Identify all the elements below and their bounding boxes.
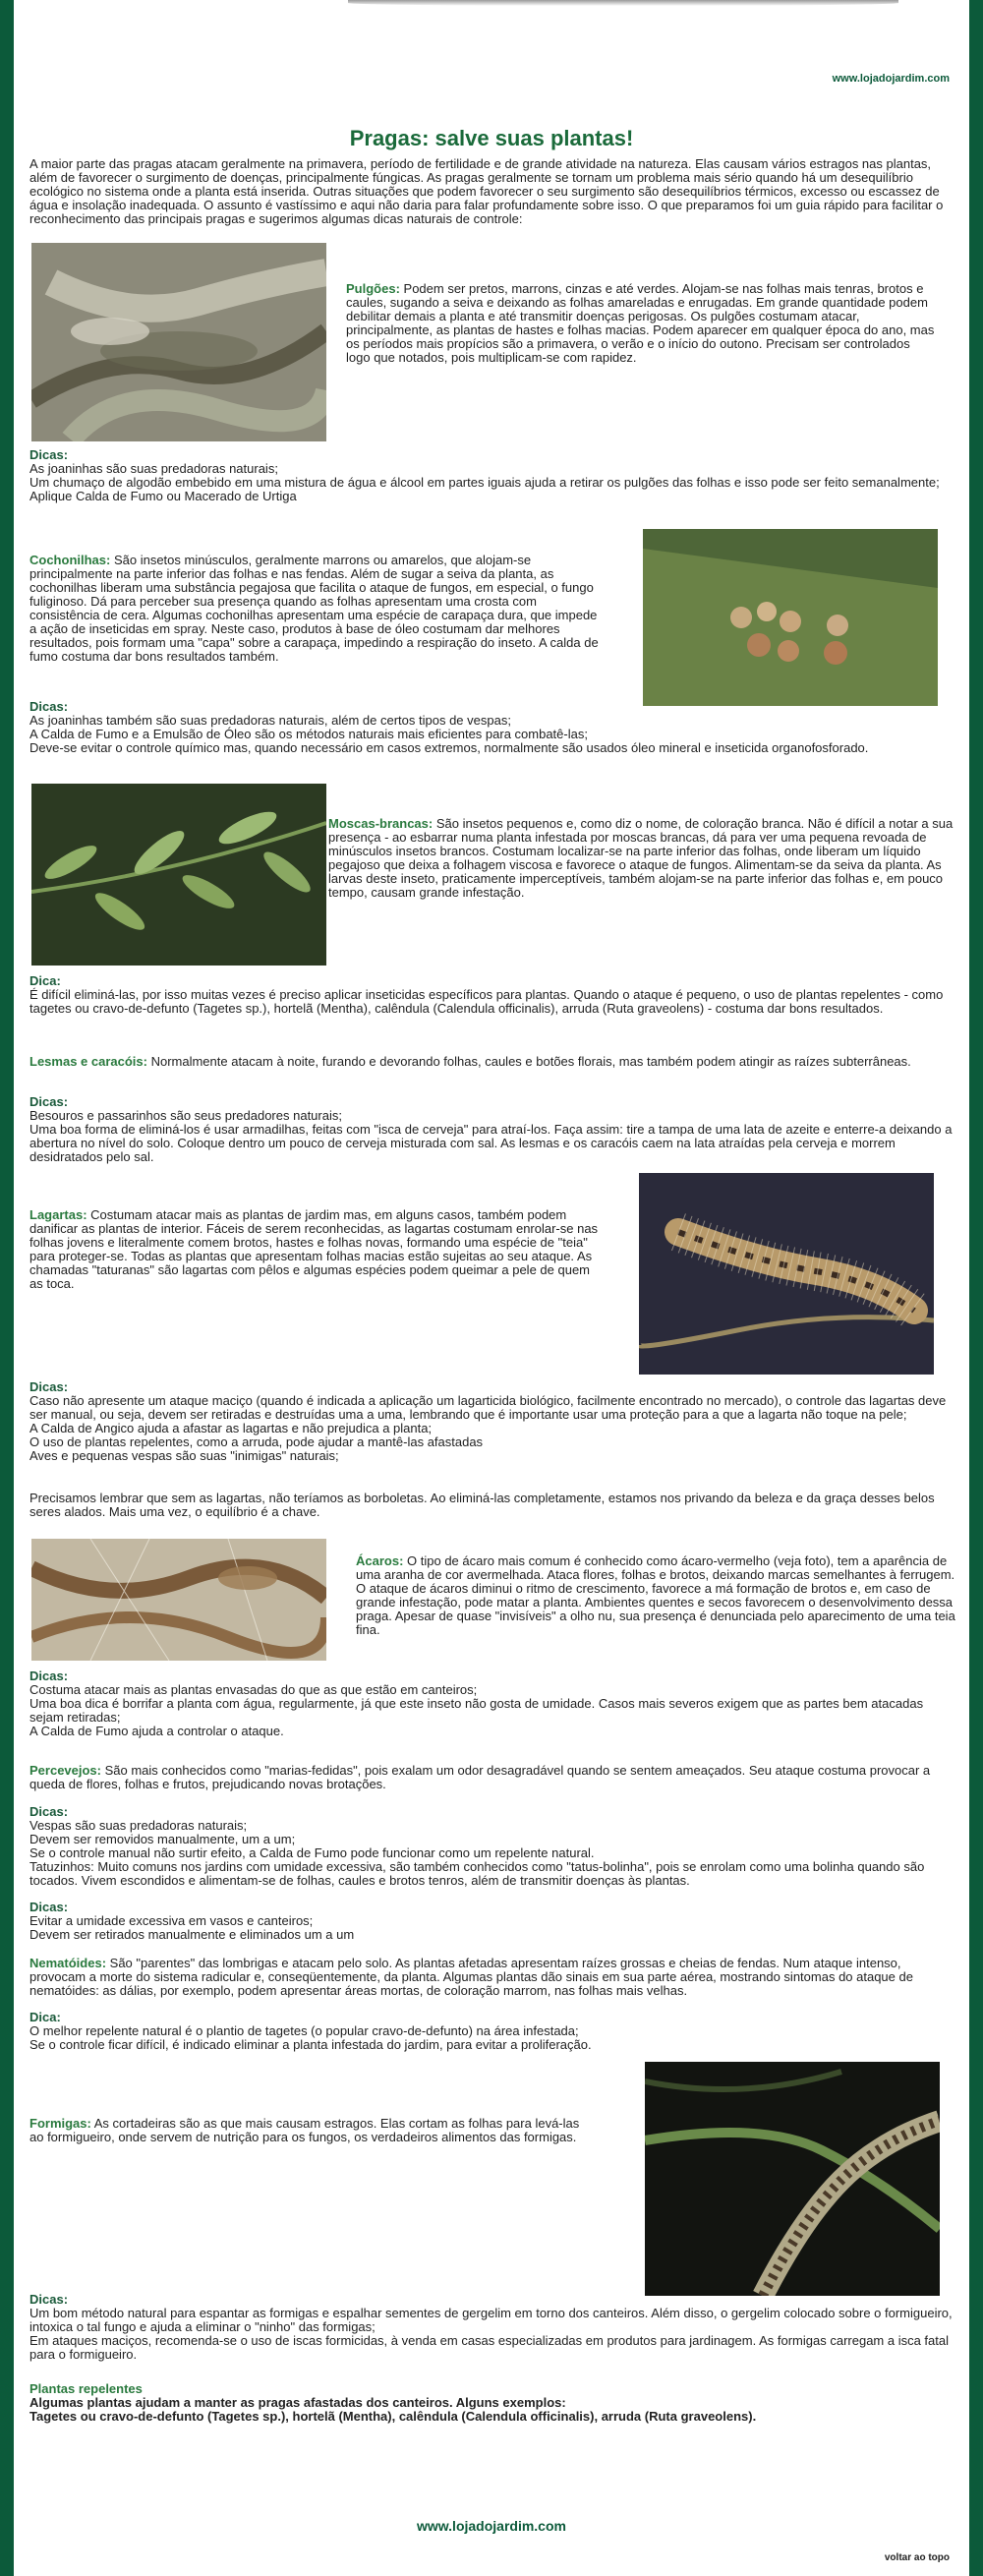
cochonilhas-tips — [29, 700, 957, 755]
pulgoes-tips-title: Dicas: — [29, 447, 69, 462]
acaros-desc — [356, 1554, 957, 1637]
lesmas-tips-title: Dicas: — [29, 1094, 69, 1109]
acaros-tips — [29, 1669, 957, 1738]
formigas-text: As cortadeiras são as que mais causam estragos. Elas cortam as folhas para levá-las ao formigueiro, onde servem de nutrição para os fungos, os verdadeiros alimentos das formigas. — [29, 2116, 580, 2144]
lesmas-tips — [29, 1095, 957, 1164]
acaros-tip: A Calda de Fumo ajuda a controlar o ataque. — [29, 1724, 284, 1738]
pulgoes-text: Podem ser pretos, marrons, cinzas e até verdes. Alojam-se nas folhas mais tenras, brotos e caules, sugando a seiva e deixando as folhas amareladas e enrugadas. Em grande quantidade podem debilitar demais a planta e até transmitir doenças perigosas. Os pulgões costumam atacar, principalmente, as plantas de hastes e folhas macias. Podem aparecer em qualquer época do ano, mas os períodos mais propícios são a primavera, o verão e o início do outono. Precisam ser controlados logo que notados, pois multiplicam-se com rapidez. — [346, 281, 935, 365]
mites-photo — [31, 1539, 326, 1661]
lagartas-tip: Aves e pequenas vespas são suas "inimigas" naturais; — [29, 1448, 339, 1463]
lagartas-tip: A Calda de Angico ajuda a afastar as lagartas e não prejudica a planta; — [29, 1421, 433, 1435]
acaros-tip: Costuma atacar mais as plantas envasadas do que as que estão em canteiros; — [29, 1682, 478, 1697]
lagartas-tip: Caso não apresente um ataque maciço (quando é indicada a aplicação um lagarticida biológico, facilmente encontrado no mercado), o controle das lagartas deve ser manual, ou seja, devem ser retiradas e destruídas uma a uma, lembrando que é importante usar uma proteção para a que a lagarta não toque na pele; — [29, 1393, 947, 1422]
formigas-tips — [29, 2293, 957, 2362]
nematoides-text: São "parentes" das lombrigas e atacam pelo solo. As plantas afetadas apresentam raízes grossas e cheias de fendas. Num ataque intenso, provocam a morte do sistema radicular e, conseqüentemente, da planta. Algumas plantas dão sinais em sua parte aérea, mostrando sintomas do ataque de nematóides: as dálias, por exemplo, podem apresentar áreas mortas, de coloração marrom, nas folhas mais velhas. — [29, 1956, 913, 1998]
lagartas-tips-title: Dicas: — [29, 1379, 69, 1394]
formigas-tip: Um bom método natural para espantar as formigas e espalhar sementes de gergelim em torno dos canteiros. Além disso, o gergelim colocado sobre o formigueiro, intoxica o tal fungo e ajuda a eliminar o "ninho" das formigas; — [29, 2306, 953, 2334]
lesmas-tip: Uma boa forma de eliminá-los é usar armadilhas, feitas com "isca de cerveja" para atraí-los. Faça assim: tire a tampa de uma lata de azeite e enterre-a deixando a abertura no nível do solo. Coloque dentro um pouco de cerveja misturada com sal. As lesmas e os caracóis caem na lata atraídas pela cerveja e morrem desidratados pelo sal. — [29, 1122, 953, 1164]
cochonilhas-tip: Deve-se evitar o controle químico mas, quando necessário em casos extremos, normalmente são usados óleo mineral e inseticida organofosforado. — [29, 740, 869, 755]
tatuzinhos-tip: Devem ser retirados manualmente e eliminados um a um — [29, 1927, 355, 1942]
tatuzinhos-tip: Evitar a umidade excessiva em vasos e canteiros; — [29, 1913, 314, 1928]
repelentes-intro: Algumas plantas ajudam a manter as pragas afastadas dos canteiros. Alguns exemplos: — [29, 2395, 566, 2410]
cochonilhas-tip: As joaninhas também são suas predadoras naturais, além de certos tipos de vespas; — [29, 713, 511, 728]
lagartas-tips — [29, 1380, 957, 1463]
lesmas-name: Lesmas e caracóis: — [29, 1054, 147, 1069]
back-to-top-link[interactable]: voltar ao topo — [884, 2552, 950, 2563]
mealybugs-photo — [643, 529, 938, 706]
tatuzinhos-tips-title: Dicas: — [29, 1900, 69, 1914]
nematoides-tips-title: Dica: — [29, 2010, 61, 2024]
percevejos-name: Percevejos: — [29, 1763, 101, 1778]
moscas-desc — [328, 817, 957, 900]
repelentes-list: Tagetes ou cravo-de-defunto (Tagetes sp.), hortelã (Mentha), calêndula (Calendula officinalis), arruda (Ruta graveolens). — [29, 2409, 757, 2424]
caterpillar-photo — [639, 1173, 934, 1375]
lesmas-tip: Besouros e passarinhos são seus predadores naturais; — [29, 1108, 342, 1123]
nematoides-tip: O melhor repelente natural é o plantio de tagetes (o popular cravo-de-defunto) na área infestada; — [29, 2023, 579, 2038]
whiteflies-photo — [31, 784, 326, 966]
page — [14, 0, 969, 2576]
lesmas-desc — [29, 1055, 957, 1069]
nematoides-name: Nematóides: — [29, 1956, 107, 1970]
header-site-link[interactable]: www.lojadojardim.com — [832, 73, 950, 85]
cochonilhas-tip: A Calda de Fumo e a Emulsão de Óleo são os métodos naturais mais eficientes para combatê-las; — [29, 727, 588, 741]
percevejos-tip: Vespas são suas predadoras naturais; — [29, 1818, 248, 1833]
acaros-tips-title: Dicas: — [29, 1669, 69, 1683]
moscas-tip: É difícil eliminá-las, por isso muitas vezes é preciso aplicar inseticidas específicos para plantas. Quando o ataque é pequeno, o uso de plantas repelentes - como tagetes ou cravo-de-defunto (Tagetes sp.), hortelã (Mentha), calêndula (Calendula officinalis), arruda (Ruta graveolens) - costuma dar bons resultados. — [29, 987, 944, 1016]
lagartas-tip: O uso de plantas repelentes, como a arruda, pode ajudar a mantê-las afastadas — [29, 1434, 484, 1449]
pulgoes-tips — [29, 448, 957, 503]
cochonilhas-desc — [29, 554, 600, 664]
acaros-name: Ácaros: — [356, 1553, 404, 1568]
pulgoes-tip: Um chumaço de algodão embebido em uma mistura de água e álcool em partes iguais ajuda a retirar os pulgões das folhas e isso pode ser feito semanalmente; — [29, 475, 940, 490]
pulgoes-desc — [346, 282, 936, 365]
nematoides-desc — [29, 1957, 957, 1998]
formigas-tips-title: Dicas: — [29, 2292, 69, 2307]
lagartas-desc — [29, 1208, 600, 1291]
cochonilhas-tips-title: Dicas: — [29, 699, 69, 714]
lagartas-name: Lagartas: — [29, 1207, 87, 1222]
percevejos-tip: Devem ser removidos manualmente, um a um; — [29, 1832, 296, 1846]
page-title: Pragas: salve suas plantas! — [349, 126, 634, 150]
moscas-name: Moscas-brancas: — [328, 816, 434, 831]
moscas-tips-title: Dica: — [29, 973, 61, 988]
nematoides-tips — [29, 2011, 957, 2052]
footer — [14, 2519, 969, 2534]
formigas-name: Formigas: — [29, 2116, 91, 2131]
lagartas-note: Precisamos lembrar que sem as lagartas, não teríamos as borboletas. Ao eliminá-las completamente, estamos nos privando da beleza e da graça desses belos seres alados. Mais uma vez, o equilíbrio é a chave. — [29, 1491, 935, 1519]
cochonilhas-name: Cochonilhas: — [29, 553, 111, 567]
percevejos-tip: Se o controle manual não surtir efeito, a Calda de Fumo pode funcionar como um repelente natural. — [29, 1845, 595, 1860]
repelentes-section — [29, 2382, 957, 2424]
aphids-photo — [31, 243, 326, 441]
tatuzinhos-tips — [29, 1901, 957, 1942]
intro-text: A maior parte das pragas atacam geralmente na primavera, período de fertilidade e de grande atividade na natureza. Elas causam vários estragos nas plantas, além de favorecer o surgimento de doenças, principalmente fúngicas. As pragas geralmente se tornam um problema mais sério quando há um desequilíbrio ecológico no sistema onde a planta está inserida. Outras situações que podem favorecer o seu surgimento são desequilíbrios térmicos, excesso ou escassez de água e insolação inadequada. O assunto é vastíssimo e aqui não daria para falar profundamente sobre isso. O que preparamos foi um guia rápido para facilitar o reconhecimento das principais pragas e sugerimos algumas dicas naturais de controle: — [29, 156, 944, 226]
pulgoes-tip: As joaninhas são suas predadoras naturais; — [29, 461, 278, 476]
percevejos-desc — [29, 1764, 957, 1791]
repelentes-title: Plantas repelentes — [29, 2381, 143, 2396]
percevejos-tips — [29, 1805, 957, 1888]
lesmas-text: Normalmente atacam à noite, furando e devorando folhas, caules e botões florais, mas também podem atingir as raízes subterrâneas. — [146, 1054, 911, 1069]
cochonilhas-text: São insetos minúsculos, geralmente marrons ou amarelos, que alojam-se principalmente na parte inferior das folhas e nas fendas. Além de sugar a seiva da planta, as cochonilhas liberam uma substância pegajosa que facilita o ataque de fungos, em especial, o fungo fuliginoso. Dá para perceber sua presença quando as folhas apresentam uma crosta com consistência de cera. Algumas cochonilhas apresentam uma espécie de carapaça dura, que impede a ação de inseticidas em spray. Neste caso, produtos à base de óleo costumam dar melhores resultados, pois formam uma "capa" sobre a carapaça, impedindo a respiração do inseto. A calda de fumo costuma dar bons resultados também. — [29, 553, 599, 664]
acaros-text: O tipo de ácaro mais comum é conhecido como ácaro-vermelho (veja foto), tem a aparência de uma aranha de cor avermelhada. Ataca flores, folhas e brotos, deixando marcas semelhantes à ferrugem. O ataque de ácaros diminui o ritmo de crescimento, favorece a má formação de brotos e, em caso de grande infestação, pode matar a planta. Ambientes quentes e secos favorecem o desenvolvimento dessa praga. Apesar de quase "invisíveis" a olho nu, sua presença é denunciada pelo aparecimento de uma teia fina. — [356, 1553, 955, 1637]
percevejos-text: São mais conhecidos como "marias-fedidas", pois exalam um odor desagradável quando se sentem ameaçados. Seu ataque costuma provocar a queda de flores, folhas e frutos, prejudicando novas brotações. — [29, 1763, 931, 1791]
formigas-desc — [29, 2117, 580, 2144]
formigas-tip: Em ataques maciços, recomenda-se o uso de iscas formicidas, à venda em casas especializadas em produtos para jardinagem. As formigas carregam a isca fatal para o formigueiro. — [29, 2333, 950, 2362]
nematoides-tip: Se o controle ficar difícil, é indicado eliminar a planta infestada do jardim, para evitar a proliferação. — [29, 2037, 592, 2052]
acaros-tip: Uma boa dica é borrifar a planta com água, regularmente, já que este inseto não gosta de umidade. Casos mais severos exigem que as partes bem atacadas sejam retiradas; — [29, 1696, 924, 1725]
moscas-text: São insetos pequenos e, como diz o nome, de coloração branca. Não é difícil a notar a sua presença - ao esbarrar numa planta infestada por moscas brancas, dá para ver uma pequena revoada de minúsculos insetos brancos. Costumam localizar-se na parte inferior das folhas, onde liberam um líquido pegajoso que deixa a folhagem viscosa e favorece o ataque de fungos. Alimentam-se da seiva da planta. As larvas deste inseto, praticamente imperceptíveis, também alojam-se na parte inferior das folhas e, em pouco tempo, causam grande infestação. — [328, 816, 954, 900]
ants-photo — [645, 2062, 940, 2296]
top-shadow — [348, 0, 898, 6]
percevejos-tip: Tatuzinhos: Muito comuns nos jardins com umidade excessiva, são também conhecidos como "tatus-bolinha", pois se enrolam como uma bolinha quando são tocados. Vivem escondidos e alimentam-se de folhas, caules e brotos tenros, além de transmitir doenças às plantas. — [29, 1859, 925, 1888]
percevejos-tips-title: Dicas: — [29, 1804, 69, 1819]
lagartas-text: Costumam atacar mais as plantas de jardim mas, em alguns casos, também podem danificar as plantas de interior. Fáceis de serem reconhecidas, as lagartas costumam enrolar-se nas folhas jovens e literalmente comem brotos, hastes e folhas novas, formando uma espécie de "teia" para proteger-se. Todas as plantas que apresentam folhas macias estão sujeitas ao seu ataque. As chamadas "taturanas" são lagartas com pêlos e algumas espécies podem queimar a pele de quem as toca. — [29, 1207, 599, 1291]
pulgoes-name: Pulgões: — [346, 281, 400, 296]
pulgoes-tip: Aplique Calda de Fumo ou Macerado de Urtiga — [29, 489, 297, 503]
moscas-tips — [29, 974, 957, 1016]
footer-site-link[interactable]: www.lojadojardim.com — [417, 2518, 566, 2534]
